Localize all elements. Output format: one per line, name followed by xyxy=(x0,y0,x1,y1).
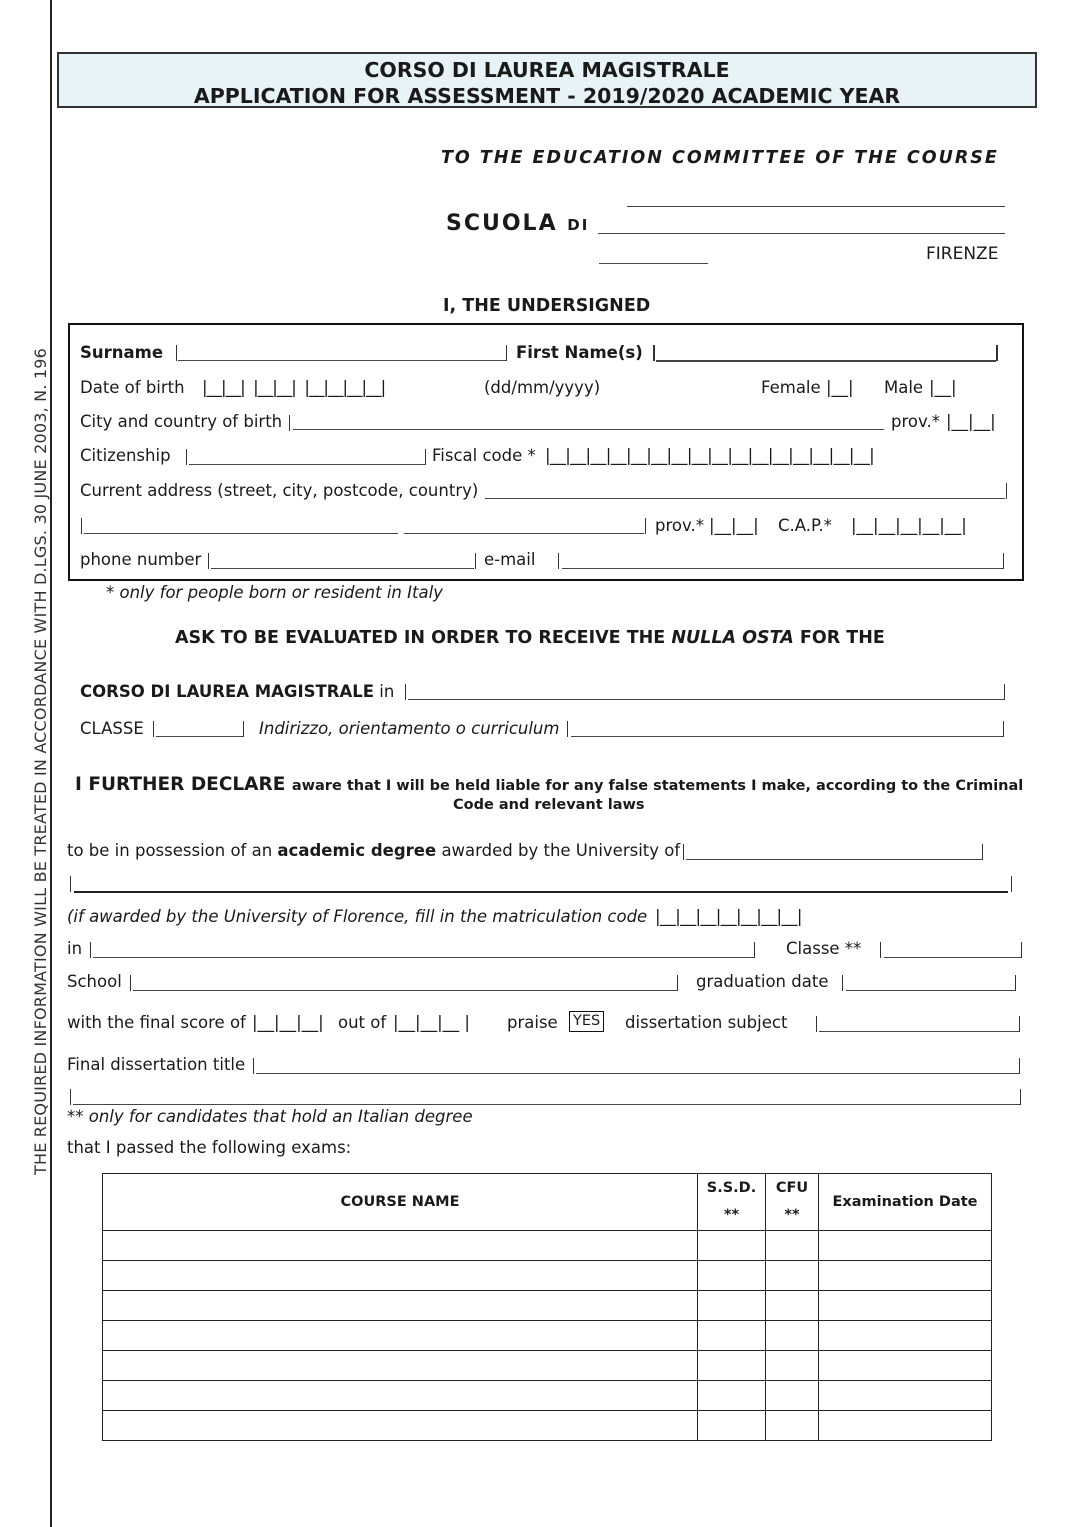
citizenship-field[interactable] xyxy=(189,464,425,465)
table-cell[interactable] xyxy=(698,1261,766,1291)
request-heading-post: FOR THE xyxy=(799,628,885,648)
school-label: School xyxy=(67,972,122,991)
request-heading-pre: ASK TO BE EVALUATED IN ORDER TO RECEIVE THE xyxy=(175,628,666,648)
cfu-header xyxy=(766,1174,819,1231)
address-field-1[interactable] xyxy=(485,498,1005,499)
course-label: CORSO DI LAUREA MAGISTRALE xyxy=(80,682,375,701)
ssd-header-label: S.S.D. xyxy=(706,1180,757,1196)
birth-prov-label: prov.* xyxy=(891,412,940,431)
request-heading-em: NULLA OSTA xyxy=(671,628,794,648)
italian-degree-footnote: ** only for candidates that hold an Italian degree xyxy=(67,1107,473,1126)
address-field-3[interactable] xyxy=(404,533,644,534)
male-label: Male xyxy=(884,378,924,397)
matriculation-boxes[interactable]: |__|__|__|__|__|__|__| xyxy=(655,907,802,926)
exam-date-header: Examination Date xyxy=(819,1174,992,1231)
table-cell[interactable] xyxy=(819,1321,992,1351)
table-cell[interactable] xyxy=(103,1291,698,1321)
indirizzo-field[interactable] xyxy=(571,736,1003,737)
exams-header-row xyxy=(103,1174,992,1231)
possession-pre: to be in possession of an xyxy=(67,841,273,860)
subject-label: dissertation subject xyxy=(625,1013,788,1032)
table-row xyxy=(103,1411,992,1441)
declare-heading-line-2: Code and relevant laws xyxy=(453,797,645,813)
scuola-line-2[interactable] xyxy=(598,233,1005,234)
title-line-2: APPLICATION FOR ASSESSMENT - 2019/2020 ACADEMIC YEAR xyxy=(193,84,901,108)
birthplace-label: City and country of birth xyxy=(80,412,283,431)
cfu-header-label: CFU xyxy=(775,1180,809,1196)
declare-heading-bold: I FURTHER DECLARE xyxy=(75,774,286,795)
birth-prov-boxes[interactable]: |__|__| xyxy=(946,412,996,431)
degree-classe-field[interactable] xyxy=(884,957,1021,958)
first-name-field[interactable] xyxy=(656,360,996,362)
cfu-header-mark: ** xyxy=(784,1207,800,1223)
personal-footnote: * only for people born or resident in Italy xyxy=(106,583,443,602)
title-banner xyxy=(57,52,1037,108)
dob-day-boxes[interactable]: |__|__| |__|__| |__|__|__|__| xyxy=(202,378,386,397)
praise-label: praise xyxy=(507,1013,558,1032)
dissertation-title-field[interactable] xyxy=(256,1073,1019,1074)
privacy-side-note: THE REQUIRED INFORMATION WILL BE TREATED IN ACCORDANCE WITH D.LGS. 30 JUNE 2003, N. 196 xyxy=(31,347,50,1175)
margin-rule xyxy=(50,0,52,1527)
scuola-line-3[interactable] xyxy=(599,263,708,264)
addressee-line: TO THE EDUCATION COMMITTEE OF THE COURSE xyxy=(441,148,999,168)
table-cell[interactable] xyxy=(103,1321,698,1351)
praise-yes-label: YES xyxy=(569,1011,604,1032)
declare-heading-line-1 xyxy=(75,774,1023,795)
surname-label: Surname xyxy=(80,343,164,362)
table-cell[interactable] xyxy=(766,1231,819,1261)
table-row xyxy=(103,1351,992,1381)
table-cell[interactable] xyxy=(766,1291,819,1321)
degree-in-field[interactable] xyxy=(93,957,754,958)
table-cell[interactable] xyxy=(103,1381,698,1411)
table-row xyxy=(103,1381,992,1411)
address-prov-boxes[interactable]: |__|__| xyxy=(709,516,759,535)
table-cell[interactable] xyxy=(103,1231,698,1261)
indirizzo-label: Indirizzo, orientamento o curriculum xyxy=(259,719,560,738)
table-cell[interactable] xyxy=(766,1381,819,1411)
cap-boxes[interactable]: |__|__|__|__|__| xyxy=(851,516,967,535)
university-field-2[interactable] xyxy=(74,891,1008,893)
di-word: DI xyxy=(567,216,590,234)
declare-heading-rest-1: aware that I will be held liable for any false statements I make, according to the Criminal xyxy=(291,778,1024,794)
table-cell[interactable] xyxy=(698,1321,766,1351)
female-checkbox[interactable]: |__| xyxy=(826,378,854,397)
possession-row xyxy=(67,841,680,860)
address-label: Current address (street, city, postcode, country) xyxy=(80,481,479,500)
dob-label: Date of birth xyxy=(80,378,185,397)
ssd-header-mark: ** xyxy=(723,1207,740,1223)
school-field[interactable] xyxy=(133,990,677,991)
university-field[interactable] xyxy=(686,859,982,860)
dissertation-title-field-2[interactable] xyxy=(73,1104,1020,1105)
out-of-label: out of xyxy=(338,1013,387,1032)
graduation-field[interactable] xyxy=(846,990,1015,991)
course-in-label: in xyxy=(379,682,395,701)
ssd-header xyxy=(698,1174,766,1231)
fiscal-code-label: Fiscal code * xyxy=(432,446,536,465)
exams-intro: that I passed the following exams: xyxy=(67,1138,352,1157)
table-row xyxy=(103,1231,992,1261)
birthplace-field[interactable] xyxy=(293,429,884,430)
score-label: with the final score of xyxy=(67,1013,246,1032)
title-line-1: CORSO DI LAUREA MAGISTRALE xyxy=(364,58,730,82)
scuola-line-1[interactable] xyxy=(627,206,1005,207)
email-label: e-mail xyxy=(484,550,536,569)
possession-bold: academic degree xyxy=(277,841,437,860)
course-name-header: COURSE NAME xyxy=(103,1174,698,1231)
scuola-word: SCUOLA xyxy=(446,211,558,236)
course-row xyxy=(80,682,394,701)
table-cell[interactable] xyxy=(698,1351,766,1381)
table-cell[interactable] xyxy=(103,1351,698,1381)
subject-field[interactable] xyxy=(819,1031,1019,1032)
florence-note: (if awarded by the University of Florence, fill in the matriculation code xyxy=(67,907,648,926)
exams-table xyxy=(102,1173,992,1441)
table-cell[interactable] xyxy=(766,1321,819,1351)
address-field-2[interactable] xyxy=(84,533,398,534)
score-boxes[interactable]: |__|__|__| xyxy=(252,1013,324,1032)
table-row xyxy=(103,1291,992,1321)
graduation-label: graduation date xyxy=(696,972,829,991)
table-cell[interactable] xyxy=(819,1381,992,1411)
table-cell[interactable] xyxy=(819,1291,992,1321)
table-cell[interactable] xyxy=(819,1411,992,1441)
table-cell[interactable] xyxy=(103,1411,698,1441)
table-cell[interactable] xyxy=(766,1261,819,1291)
email-field[interactable] xyxy=(562,568,1003,569)
cap-label: C.A.P.* xyxy=(778,516,832,535)
degree-in-label: in xyxy=(67,939,83,958)
female-label: Female xyxy=(761,378,821,397)
dob-format-hint: (dd/mm/yyyy) xyxy=(484,378,601,397)
table-cell[interactable] xyxy=(819,1351,992,1381)
request-classe-label: CLASSE xyxy=(80,719,144,738)
address-prov-label: prov.* xyxy=(655,516,704,535)
table-cell[interactable] xyxy=(103,1261,698,1291)
request-classe-field[interactable] xyxy=(156,736,243,737)
fiscal-code-boxes[interactable]: |__|__|__|__|__|__|__|__|__|__|__|__|__|__|__|__| xyxy=(545,446,875,465)
request-heading xyxy=(175,628,885,648)
citizenship-label: Citizenship xyxy=(80,446,171,465)
table-cell[interactable] xyxy=(698,1411,766,1441)
surname-field[interactable] xyxy=(178,360,506,361)
male-checkbox[interactable]: |__| xyxy=(929,378,957,397)
first-name-label: First Name(s) xyxy=(516,343,643,362)
city-label: FIRENZE xyxy=(926,244,999,264)
phone-label: phone number xyxy=(80,550,202,569)
table-cell[interactable] xyxy=(698,1291,766,1321)
table-cell[interactable] xyxy=(819,1261,992,1291)
possession-post: awarded by the University of xyxy=(441,841,681,860)
course-field[interactable] xyxy=(408,699,1004,700)
table-cell[interactable] xyxy=(766,1351,819,1381)
table-row xyxy=(103,1321,992,1351)
out-of-boxes[interactable]: |__|__|__ | xyxy=(393,1013,470,1032)
table-cell[interactable] xyxy=(698,1231,766,1261)
table-cell[interactable] xyxy=(819,1231,992,1261)
table-cell[interactable] xyxy=(766,1411,819,1441)
phone-field[interactable] xyxy=(211,568,474,569)
table-cell[interactable] xyxy=(698,1381,766,1411)
dissertation-title-label: Final dissertation title xyxy=(67,1055,246,1074)
undersigned-heading: I, THE UNDERSIGNED xyxy=(443,296,651,316)
scuola-label xyxy=(446,211,589,236)
degree-classe-label: Classe ** xyxy=(786,939,862,958)
table-row xyxy=(103,1261,992,1291)
praise-yes-box[interactable] xyxy=(569,1010,604,1032)
